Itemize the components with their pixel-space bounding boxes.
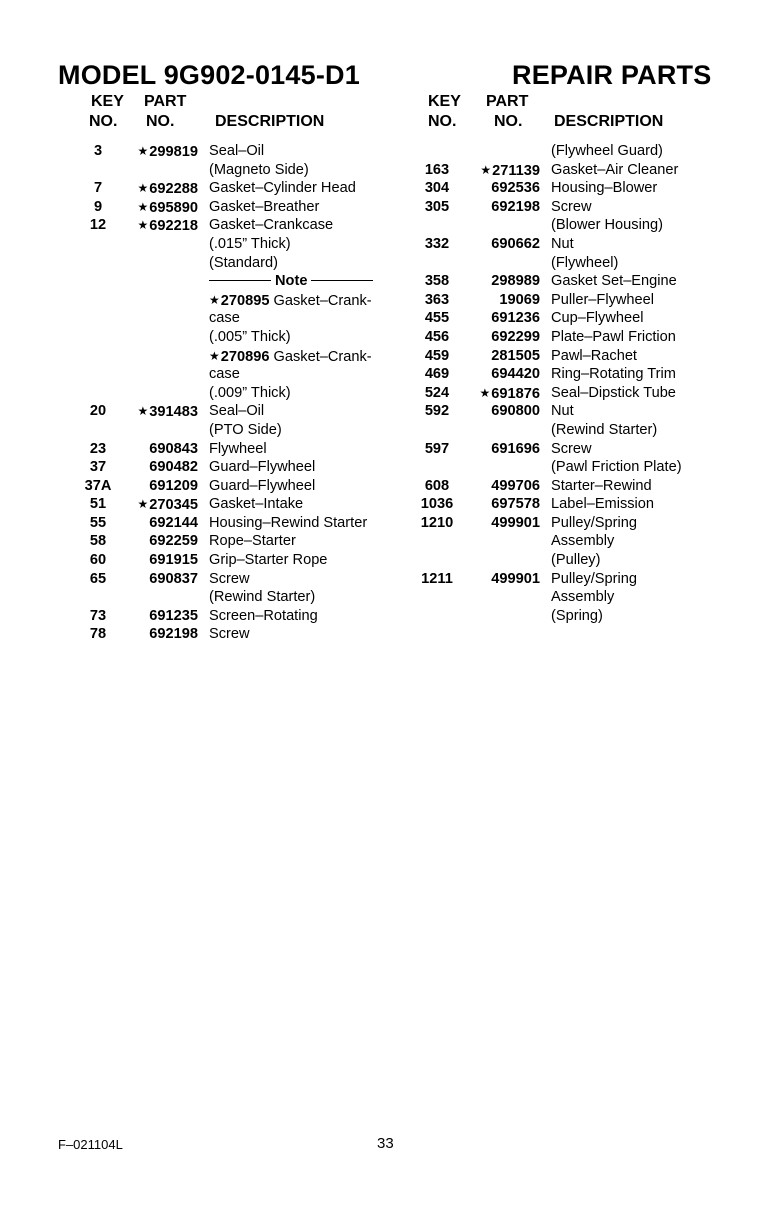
parts-row	[408, 514, 738, 533]
parts-row	[74, 291, 404, 310]
star-icon: ★	[479, 385, 491, 400]
parts-row	[408, 216, 738, 235]
part-description: Puller–Flywheel	[551, 291, 655, 308]
section-title: REPAIR PARTS	[512, 60, 712, 90]
parts-row	[408, 570, 738, 589]
key-header-line1: KEY	[91, 93, 124, 110]
part-description: (.005” Thick)	[209, 328, 291, 345]
star-icon: ★	[209, 348, 220, 363]
parts-column-right	[408, 92, 738, 625]
part-description: Gasket Set–Engine	[551, 273, 677, 290]
key-number: 1036	[420, 496, 454, 513]
note-divider	[209, 272, 373, 291]
part-number: 19069	[499, 291, 540, 308]
key-number: 20	[89, 403, 107, 420]
part-number-cell	[468, 235, 540, 254]
part-description: Housing–Rewind Starter	[209, 514, 368, 531]
parts-row	[74, 440, 404, 459]
part-description: Screw	[551, 440, 592, 457]
parts-row	[74, 328, 404, 347]
part-header-line2: NO.	[146, 113, 175, 130]
part-description: Seal–Oil	[209, 403, 265, 420]
part-number: 391483	[149, 404, 198, 421]
part-description: Seal–Oil	[209, 143, 265, 159]
part-number-cell	[468, 495, 540, 514]
alternate-part	[209, 291, 372, 311]
part-number: 281505	[491, 347, 540, 364]
part-number: 298989	[491, 273, 540, 290]
part-number-cell	[126, 607, 198, 626]
parts-row	[74, 570, 404, 589]
parts-row	[408, 421, 738, 440]
key-header-line1: KEY	[428, 93, 461, 110]
key-number: 58	[89, 533, 107, 550]
part-description: (Blower Housing)	[551, 217, 663, 234]
parts-column-left	[74, 92, 404, 644]
star-icon: ★	[137, 181, 149, 196]
parts-list	[74, 142, 404, 644]
part-number-cell	[126, 495, 198, 515]
parts-row	[74, 347, 404, 366]
part-number-cell	[468, 272, 540, 291]
key-number: 305	[424, 198, 450, 215]
part-number-cell	[468, 347, 540, 366]
parts-row	[408, 179, 738, 198]
parts-row	[74, 235, 404, 254]
key-number: 78	[89, 626, 107, 643]
part-number-cell	[126, 551, 198, 570]
part-description: Label–Emission	[551, 496, 655, 513]
parts-row	[74, 365, 404, 384]
parts-list	[408, 142, 738, 625]
parts-row	[408, 347, 738, 366]
parts-row	[74, 272, 404, 291]
part-number: 299819	[149, 144, 198, 160]
key-number: 358	[424, 273, 450, 290]
part-number-cell	[126, 179, 198, 199]
part-description: Guard–Flywheel	[209, 459, 316, 476]
part-number-cell	[468, 179, 540, 198]
part-number-cell	[468, 328, 540, 347]
parts-row	[74, 421, 404, 440]
part-number: 695890	[149, 199, 198, 216]
part-number: 271139	[492, 162, 540, 179]
part-number: 697578	[491, 496, 540, 513]
key-number: 304	[424, 180, 450, 197]
part-description: Screw	[209, 570, 250, 587]
part-number-cell	[468, 440, 540, 459]
part-number: 690843	[149, 440, 198, 457]
part-number: 692299	[491, 328, 540, 345]
part-description: Screw	[551, 198, 592, 215]
part-number-cell	[126, 458, 198, 477]
key-number: 459	[424, 347, 450, 364]
parts-row	[408, 291, 738, 310]
parts-row	[408, 607, 738, 626]
key-number: 65	[89, 570, 107, 587]
part-number-cell	[468, 384, 540, 404]
parts-row	[408, 272, 738, 291]
part-header-line1: PART	[486, 93, 529, 110]
part-description: Nut	[551, 403, 574, 420]
note-rule	[209, 280, 271, 281]
star-icon: ★	[137, 218, 149, 233]
part-number: 690800	[491, 403, 540, 420]
parts-row	[74, 402, 404, 421]
part-number: 692198	[149, 626, 198, 643]
part-description: Flywheel	[209, 440, 267, 457]
column-header	[408, 92, 738, 142]
part-number: 691915	[149, 552, 198, 569]
part-number: 694420	[491, 366, 540, 383]
parts-row	[74, 588, 404, 607]
parts-row	[408, 532, 738, 551]
part-number: 691876	[491, 385, 540, 402]
part-number-cell	[126, 142, 198, 162]
parts-row	[74, 458, 404, 477]
star-icon: ★	[137, 497, 149, 512]
part-number: 270895	[220, 292, 270, 309]
key-number: 73	[89, 607, 107, 624]
part-description: Gasket–Breather	[209, 198, 320, 215]
note-rule	[311, 280, 373, 281]
parts-row	[74, 142, 404, 161]
key-number: 37A	[84, 477, 112, 494]
part-description: Gasket–Cylinder Head	[209, 180, 356, 197]
key-number: 12	[89, 217, 107, 234]
parts-row	[74, 198, 404, 217]
key-number: 469	[424, 366, 450, 383]
parts-row	[74, 309, 404, 328]
part-number-cell	[468, 514, 540, 533]
part-number-cell	[126, 477, 198, 496]
part-number: 692536	[491, 180, 540, 197]
part-description: case	[209, 366, 240, 383]
parts-row	[74, 495, 404, 514]
part-number: 270896	[220, 348, 270, 365]
parts-row	[74, 179, 404, 198]
part-number: 691696	[491, 440, 540, 457]
part-header-line2: NO.	[494, 113, 523, 130]
key-number: 51	[89, 496, 107, 513]
parts-row	[74, 607, 404, 626]
part-number: 690482	[149, 459, 198, 476]
part-number-cell	[126, 402, 198, 422]
parts-row	[408, 365, 738, 384]
part-description: Assembly	[551, 533, 615, 550]
part-description: (Spring)	[551, 607, 603, 624]
parts-row	[408, 254, 738, 273]
part-description: Rope–Starter	[209, 533, 296, 550]
part-description: Ring–Rotating Trim	[551, 366, 676, 383]
part-description: Assembly	[551, 589, 615, 606]
part-description: Guard–Flywheel	[209, 477, 316, 494]
part-number-cell	[126, 625, 198, 644]
part-description: (Magneto Side)	[209, 161, 309, 178]
description-header: DESCRIPTION	[215, 113, 325, 130]
part-description: Nut	[551, 235, 574, 252]
parts-row	[408, 402, 738, 421]
parts-row	[74, 161, 404, 180]
part-number-cell	[126, 198, 198, 218]
part-description: Screen–Rotating	[209, 607, 318, 624]
parts-row	[408, 235, 738, 254]
part-number-cell	[126, 216, 198, 236]
description-header: DESCRIPTION	[554, 113, 664, 130]
parts-row	[408, 495, 738, 514]
note-label: Note	[275, 273, 308, 290]
part-number-cell	[468, 570, 540, 589]
parts-row	[74, 625, 404, 644]
part-number-cell	[126, 440, 198, 459]
key-number: 55	[89, 514, 107, 531]
model-title: MODEL 9G902-0145-D1	[58, 60, 360, 90]
parts-row	[74, 254, 404, 273]
part-description: Starter–Rewind	[551, 477, 652, 494]
part-description: Grip–Starter Rope	[209, 552, 328, 569]
part-description: (Standard)	[209, 254, 278, 271]
part-number: 691235	[149, 607, 198, 624]
part-description: Seal–Dipstick Tube	[551, 384, 676, 401]
part-number: 692259	[149, 533, 198, 550]
key-number: 363	[424, 291, 450, 308]
part-description: case	[209, 310, 240, 327]
part-number-cell	[468, 309, 540, 328]
star-icon: ★	[137, 199, 149, 214]
parts-row	[408, 198, 738, 217]
parts-row	[408, 384, 738, 403]
part-number-cell	[126, 532, 198, 551]
part-description: Pawl–Rachet	[551, 347, 637, 364]
key-header-line2: NO.	[89, 113, 118, 130]
part-number: 270345	[149, 497, 198, 514]
part-description: Gasket–Intake	[209, 496, 304, 513]
key-number: 1210	[420, 514, 454, 531]
part-description: Screw	[209, 626, 250, 643]
part-description: (Rewind Starter)	[551, 421, 658, 438]
parts-row	[408, 440, 738, 459]
part-number-cell	[126, 570, 198, 589]
key-number: 455	[424, 310, 450, 327]
part-number: 692288	[149, 181, 198, 198]
part-description: Gasket–Crankcase	[209, 217, 334, 234]
part-description: (PTO Side)	[209, 421, 282, 438]
part-number-cell	[468, 291, 540, 310]
parts-row	[74, 477, 404, 496]
parts-row	[408, 161, 738, 180]
part-number: 691236	[491, 310, 540, 327]
parts-row	[408, 588, 738, 607]
part-description: (Rewind Starter)	[209, 589, 316, 606]
part-description: Pulley/Spring	[551, 570, 637, 587]
key-number: 332	[424, 235, 450, 252]
key-number: 592	[424, 403, 450, 420]
part-number: 690837	[149, 570, 198, 587]
key-number: 9	[93, 198, 103, 215]
key-number: 37	[89, 459, 107, 476]
part-number: 692198	[491, 198, 540, 215]
part-description: (.015” Thick)	[209, 235, 291, 252]
page-number: 33	[377, 1135, 394, 1152]
part-header-line1: PART	[144, 93, 187, 110]
key-number: 456	[424, 328, 450, 345]
part-description: Gasket–Air Cleaner	[551, 161, 679, 178]
part-number-cell	[468, 198, 540, 217]
key-number: 23	[89, 440, 107, 457]
part-number-cell	[468, 402, 540, 421]
column-header	[74, 92, 404, 142]
parts-row	[74, 216, 404, 235]
parts-row	[408, 477, 738, 496]
key-number: 3	[93, 143, 103, 159]
key-number: 1211	[421, 570, 453, 587]
part-description: (.009” Thick)	[209, 384, 291, 401]
part-number-cell	[126, 514, 198, 533]
parts-row	[74, 514, 404, 533]
star-icon: ★	[137, 404, 149, 419]
part-number-cell	[468, 161, 540, 181]
part-number: 499901	[491, 570, 540, 587]
parts-row	[408, 309, 738, 328]
part-description: Gasket–Crank-	[273, 348, 372, 365]
part-description: Pulley/Spring	[551, 514, 637, 531]
part-description: (Pulley)	[551, 552, 601, 569]
part-number-cell	[468, 477, 540, 496]
part-number-cell	[468, 365, 540, 384]
star-icon: ★	[137, 144, 149, 158]
part-description: Plate–Pawl Friction	[551, 328, 676, 345]
parts-row	[74, 532, 404, 551]
parts-row	[408, 142, 738, 161]
parts-row	[408, 551, 738, 570]
key-number: 597	[424, 440, 450, 457]
part-number: 691209	[149, 477, 198, 494]
alternate-part	[209, 347, 372, 367]
key-number: 60	[89, 552, 107, 569]
key-header-line2: NO.	[428, 113, 457, 130]
star-icon: ★	[480, 162, 492, 177]
key-number: 524	[424, 384, 450, 401]
part-description: (Pawl Friction Plate)	[551, 459, 682, 476]
part-number: 690662	[491, 235, 540, 252]
footer-form-code: F–021104L	[58, 1137, 123, 1152]
part-number: 499706	[491, 477, 540, 494]
part-description: Housing–Blower	[551, 180, 658, 197]
key-number: 608	[424, 477, 450, 494]
part-number: 499901	[491, 514, 540, 531]
part-description: Gasket–Crank-	[273, 292, 372, 309]
parts-row	[74, 551, 404, 570]
key-number: 163	[424, 161, 450, 178]
parts-row	[408, 458, 738, 477]
parts-row	[408, 328, 738, 347]
key-number: 7	[93, 180, 103, 197]
star-icon: ★	[209, 292, 220, 307]
part-number: 692218	[149, 218, 198, 235]
part-description: (Flywheel Guard)	[551, 143, 663, 159]
part-number: 692144	[149, 514, 198, 531]
part-description: (Flywheel)	[551, 254, 619, 271]
part-description: Cup–Flywheel	[551, 310, 644, 327]
parts-row	[74, 384, 404, 403]
